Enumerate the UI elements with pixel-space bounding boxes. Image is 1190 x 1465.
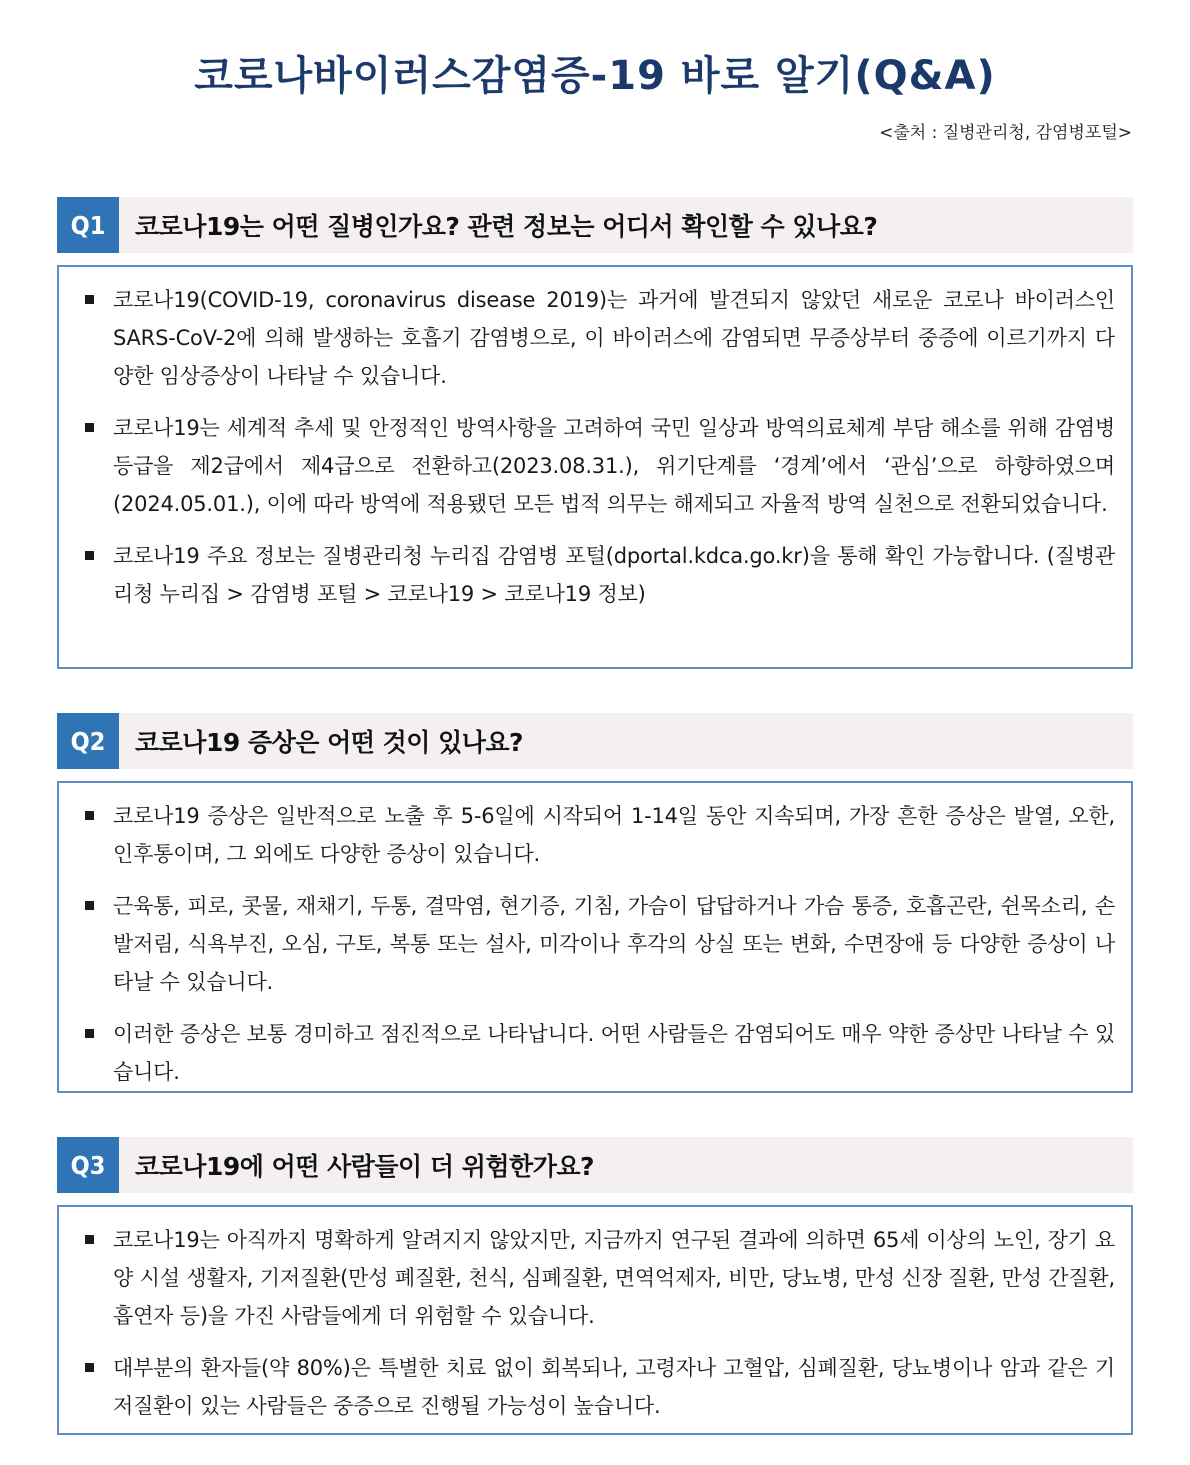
answer-text: 이러한 증상은 보통 경미하고 점진적으로 나타납니다. 어떤 사람들은 감염되어도 매우 약한 증상만 나타날 수 있습니다. xyxy=(113,1022,1115,1084)
answer-text: 근육통, 피로, 콧물, 재채기, 두통, 결막염, 현기증, 기침, 가슴이 답답하거나 가슴 통증, 호흡곤란, 쉰목소리, 손발저림, 식욕부진, 오심, 구토, 복통 또는 설사, 미각이나 후각의 상실 또는 변화, 수면장애 등 다양한 증상이 나타날 수 있습니다. xyxy=(113,894,1115,994)
qa-section-2 xyxy=(57,713,1133,1093)
square-bullet-icon xyxy=(85,1235,94,1244)
qa-section-3 xyxy=(57,1137,1133,1435)
answer-list xyxy=(79,281,1115,613)
answer-item xyxy=(79,281,1115,395)
square-bullet-icon xyxy=(85,551,94,560)
answer-list xyxy=(79,1221,1115,1425)
answer-text: 코로나19 증상은 일반적으로 노출 후 5-6일에 시작되어 1-14일 동안 지속되며, 가장 흔한 증상은 발열, 오한, 인후통이며, 그 외에도 다양한 증상이 있습니다. xyxy=(113,804,1115,866)
answer-item xyxy=(79,1349,1115,1425)
answer-item xyxy=(79,797,1115,873)
answer-text: 대부분의 환자들(약 80%)은 특별한 치료 없이 회복되나, 고령자나 고혈압, 심폐질환, 당뇨병이나 암과 같은 기저질환이 있는 사람들은 중증으로 진행될 가능성이 높습니다. xyxy=(113,1356,1115,1418)
question-bar xyxy=(57,1137,1133,1193)
square-bullet-icon xyxy=(85,1029,94,1038)
answer-item xyxy=(79,887,1115,1001)
square-bullet-icon xyxy=(85,1363,94,1372)
answer-item xyxy=(79,1221,1115,1335)
answer-text: 코로나19(COVID-19, coronavirus disease 2019)는 과거에 발견되지 않았던 새로운 코로나 바이러스인 SARS-CoV-2에 의해 발생하는 호흡기 감염병으로, 이 바이러스에 감염되면 무증상부터 중증에 이르기까지 다양한 임상증상이 나타날 수 있습니다. xyxy=(113,288,1115,388)
question-number-badge: Q1 xyxy=(57,197,119,253)
page-title: 코로나바이러스감염증-19 바로 알기(Q&A) xyxy=(194,53,996,99)
answer-item xyxy=(79,1015,1115,1091)
qa-section-1 xyxy=(57,197,1133,669)
answer-text: 코로나19는 세계적 추세 및 안정적인 방역사항을 고려하여 국민 일상과 방역의료체계 부담 해소를 위해 감염병 등급을 제2급에서 제4급으로 전환하고(2023.08.31.), 위기단계를 ‘경계’에서 ‘관심’으로 하향하였으며(2024.05.01.), 이에 따라 방역에 적용됐던 모든 법적 의무는 해제되고 자율적 방역 실천으로 전환되었습니다. xyxy=(113,416,1115,516)
question-text: 코로나19에 어떤 사람들이 더 위험한가요? xyxy=(135,1152,595,1181)
question-text: 코로나19는 어떤 질병인가요? 관련 정보는 어디서 확인할 수 있나요? xyxy=(135,212,878,241)
square-bullet-icon xyxy=(85,423,94,432)
question-number-badge: Q3 xyxy=(57,1137,119,1193)
answer-text: 코로나19는 아직까지 명확하게 알려지지 않았지만, 지금까지 연구된 결과에 의하면 65세 이상의 노인, 장기 요양 시설 생활자, 기저질환(만성 폐질환, 천식, 심폐질환, 면역억제자, 비만, 당뇨병, 만성 신장 질환, 만성 간질환, 흡연자 등)을 가진 사람들에게 더 위험할 수 있습니다. xyxy=(113,1228,1115,1328)
answer-box xyxy=(57,265,1133,669)
answer-box xyxy=(57,1205,1133,1435)
square-bullet-icon xyxy=(85,811,94,820)
question-number-badge: Q2 xyxy=(57,713,119,769)
answer-item xyxy=(79,537,1115,613)
source-note: <출처 : 질병관리청, 감염병포털> xyxy=(879,123,1132,143)
answer-list xyxy=(79,797,1115,1091)
answer-box xyxy=(57,781,1133,1093)
question-bar xyxy=(57,197,1133,253)
square-bullet-icon xyxy=(85,295,94,304)
answer-text: 코로나19 주요 정보는 질병관리청 누리집 감염병 포털(dportal.kdca.go.kr)을 통해 확인 가능합니다. (질병관리청 누리집 > 감염병 포털 > 코로나19 > 코로나19 정보) xyxy=(113,544,1115,606)
answer-item xyxy=(79,409,1115,523)
question-bar xyxy=(57,713,1133,769)
question-text: 코로나19 증상은 어떤 것이 있나요? xyxy=(135,728,524,757)
square-bullet-icon xyxy=(85,901,94,910)
